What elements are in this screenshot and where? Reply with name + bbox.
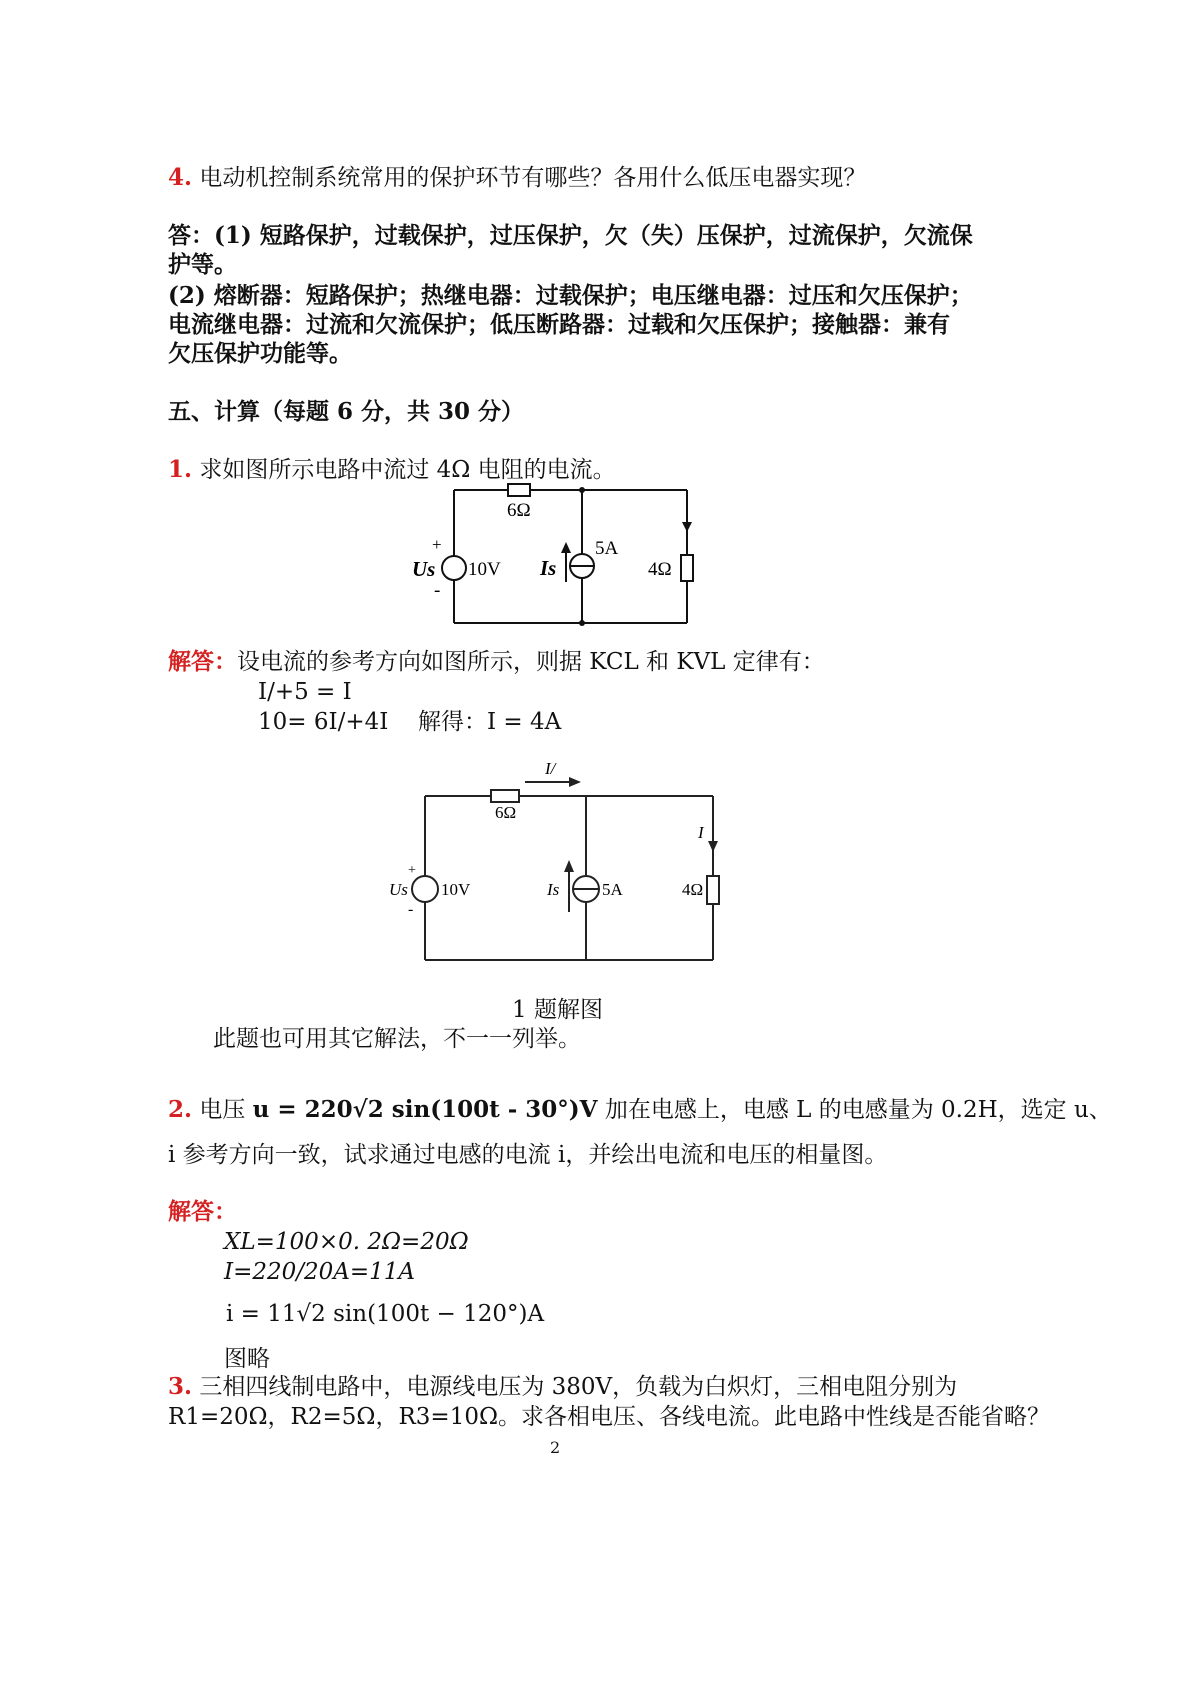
is-arrow-head-2 — [564, 860, 574, 872]
q2-sol2: I=220/20A=11A — [224, 1259, 416, 1285]
q1-note: 此题也可用其它解法，不一一列举。 — [213, 1026, 581, 1052]
is-label: Is — [540, 556, 557, 580]
minus-label-2: - — [408, 901, 414, 918]
is-arrow-head — [561, 542, 571, 553]
q2-sol4: 图略 — [224, 1346, 270, 1372]
i-arrow-head — [682, 522, 692, 532]
resistor-4ohm — [681, 555, 693, 581]
q1-solve: 解得：I = 4A — [418, 709, 562, 735]
q4-answer-line2: 护等。 — [168, 251, 237, 278]
q3-line1 — [168, 1371, 957, 1403]
q1-text: 求如图所示电路中流过 4Ω 电阻的电流。 — [199, 457, 616, 483]
is-value-2: 5A — [602, 880, 623, 899]
voltage-source — [442, 556, 466, 580]
q4-text: 电动机控制系统常用的保护环节有哪些？各用什么低压电器实现？ — [199, 165, 867, 191]
iprime-label: I/ — [545, 759, 556, 778]
q2-text-b: 加在电感上，电感 L 的电感量为 0.2H，选定 u、 — [604, 1097, 1112, 1123]
page-number: 2 — [550, 1438, 561, 1457]
r1-label: 6Ω — [507, 500, 531, 521]
q4-answer-line5: 欠压保护功能等。 — [168, 340, 352, 367]
us-value: 10V — [468, 559, 501, 580]
us-value-2: 10V — [441, 880, 471, 899]
q2-text-a: 电压 — [199, 1097, 246, 1123]
q4-answer-line4: 电流继电器：过流和欠流保护；低压断路器：过载和欠压保护；接触器：兼有 — [168, 311, 950, 338]
minus-label: - — [434, 580, 441, 601]
resistor-6ohm-2 — [491, 790, 519, 802]
circuit-diagram-2 — [389, 752, 735, 967]
plus-label-2: + — [408, 863, 416, 878]
is-label-2: Is — [547, 880, 560, 899]
i-arrow-head-2 — [708, 841, 718, 852]
circuit-diagram-1 — [400, 478, 720, 638]
q1-answer-text: 设电流的参考方向如图所示，则据 KCL 和 KVL 定律有： — [237, 649, 825, 675]
node-bottom — [579, 620, 585, 626]
voltage-source-2 — [412, 876, 438, 902]
node-top — [579, 487, 585, 493]
r2-label: 4Ω — [648, 559, 672, 580]
is-value: 5A — [595, 538, 619, 559]
r1-label-2: 6Ω — [495, 803, 517, 822]
resistor-4ohm-2 — [707, 876, 719, 904]
q1-answer-label: 解答： — [168, 648, 237, 675]
q2-sol1: XL=100×0. 2Ω=20Ω — [224, 1229, 469, 1255]
q4-answer-line1: 答：(1) 短路保护，过载保护，过压保护，欠（失）压保护，过流保护，欠流保 — [168, 222, 973, 249]
q2-sol3: i = 11√2 sin(100t − 120°)A — [226, 1301, 545, 1327]
q2-number: 2. — [168, 1096, 193, 1123]
q1-number: 1. — [168, 456, 193, 483]
figure-caption: 1 题解图 — [512, 997, 603, 1023]
q1-answer — [168, 646, 825, 678]
q4-answer-line3: (2) 熔断器：短路保护；热继电器：过载保护；电压继电器：过压和欠压保护； — [168, 282, 973, 309]
q1-eq2: 10= 6I/+4I — [258, 709, 389, 735]
section-title: 五、计算（每题 6 分，共 30 分） — [168, 398, 525, 425]
q2-formula: u = 220√2 sin(100t - 30°)V — [252, 1096, 598, 1123]
iprime-arrow-head — [569, 777, 581, 787]
q1-eq1: I/+5 = I — [258, 679, 352, 705]
q3-number: 3. — [168, 1373, 193, 1400]
plus-label: + — [432, 535, 442, 554]
q4-question — [168, 162, 866, 194]
resistor-6ohm — [508, 484, 530, 496]
q3-text: 三相四线制电路中，电源线电压为 380V，负载为白炽灯，三相电阻分别为 — [199, 1374, 958, 1400]
us-label: Us — [412, 557, 436, 581]
i-label: I — [698, 823, 704, 842]
us-label-2: Us — [389, 880, 408, 899]
q2-answer-label: 解答： — [168, 1198, 237, 1225]
r2-label-2: 4Ω — [682, 880, 704, 899]
q2-line2: i 参考方向一致，试求通过电感的电流 i，并绘出电流和电压的相量图。 — [168, 1142, 888, 1168]
q3-line2: R1=20Ω，R2=5Ω，R3=10Ω。求各相电压、各线电流。此电路中性线是否能省略？ — [168, 1404, 1051, 1430]
q2-line1 — [168, 1094, 1112, 1126]
q4-number: 4. — [168, 164, 193, 191]
